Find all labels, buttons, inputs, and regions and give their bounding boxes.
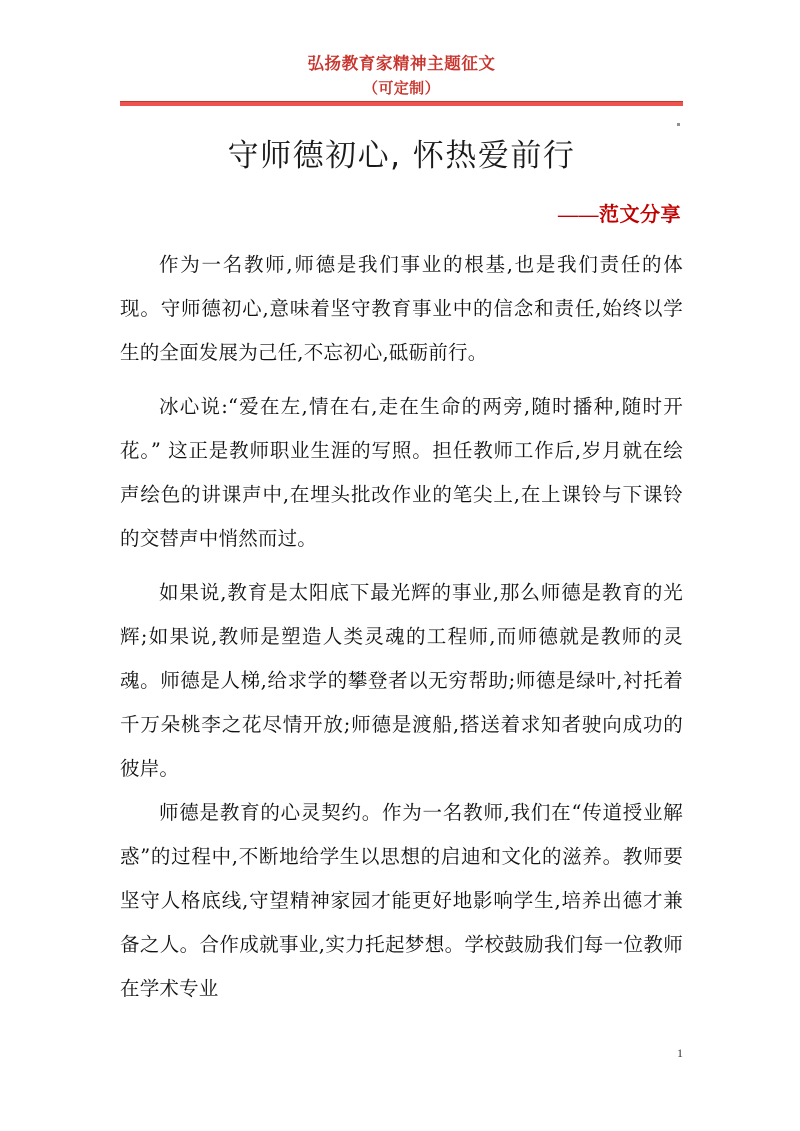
- header-divider-thick-line: [120, 102, 683, 106]
- title-block: [120, 136, 683, 227]
- body-paragraph: 冰心说:“爱在左,情在右,走在生命的两旁,随时播种,随时开花。” 这正是教师职业生涯的写照。担任教师工作后,岁月就在绘声绘色的讲课声中,在埋头批改作业的笔尖上,在上课铃与下课铃的交替声中悄然而过。: [120, 395, 683, 550]
- page-number: 1: [677, 1046, 683, 1060]
- scan-artifact-dot: [677, 123, 680, 126]
- body-paragraph: 作为一名教师,师德是我们事业的根基,也是我们责任的体现。守师德初心,意味着坚守教育事业中的信念和责任,始终以学生的全面发展为己任,不忘初心,砥砺前行。: [120, 253, 683, 364]
- document-header: [120, 52, 683, 100]
- header-divider: [120, 101, 683, 107]
- document-body: [120, 243, 683, 1011]
- header-subtitle-line: （可定制）: [362, 80, 440, 97]
- header-title-line: 弘扬教育家精神主题征文: [307, 54, 496, 73]
- page-subtitle: ——范文分享: [558, 203, 681, 226]
- page-title: 守师德初心, 怀热爱前行: [227, 138, 576, 174]
- body-paragraph: 如果说,教育是太阳底下最光辉的事业,那么师德是教育的光辉;如果说,教师是塑造人类灵魂的工程师,而师德就是教师的灵魂。师德是人梯,给求学的攀登者以无穷帮助;师德是绿叶,衬托着千万朵桃李之花尽情开放;师德是渡船,搭送着求知者驶向成功的彼岸。: [120, 581, 683, 780]
- body-paragraph: 师德是教育的心灵契约。作为一名教师,我们在“传道授业解惑”的过程中,不断地给学生以思想的启迪和文化的滋养。教师要坚守人格底线,守望精神家园才能更好地影响学生,培养出德才兼备之人。合作成就事业,实力托起梦想。学校鼓励我们每一位教师在学术专业: [120, 801, 683, 1000]
